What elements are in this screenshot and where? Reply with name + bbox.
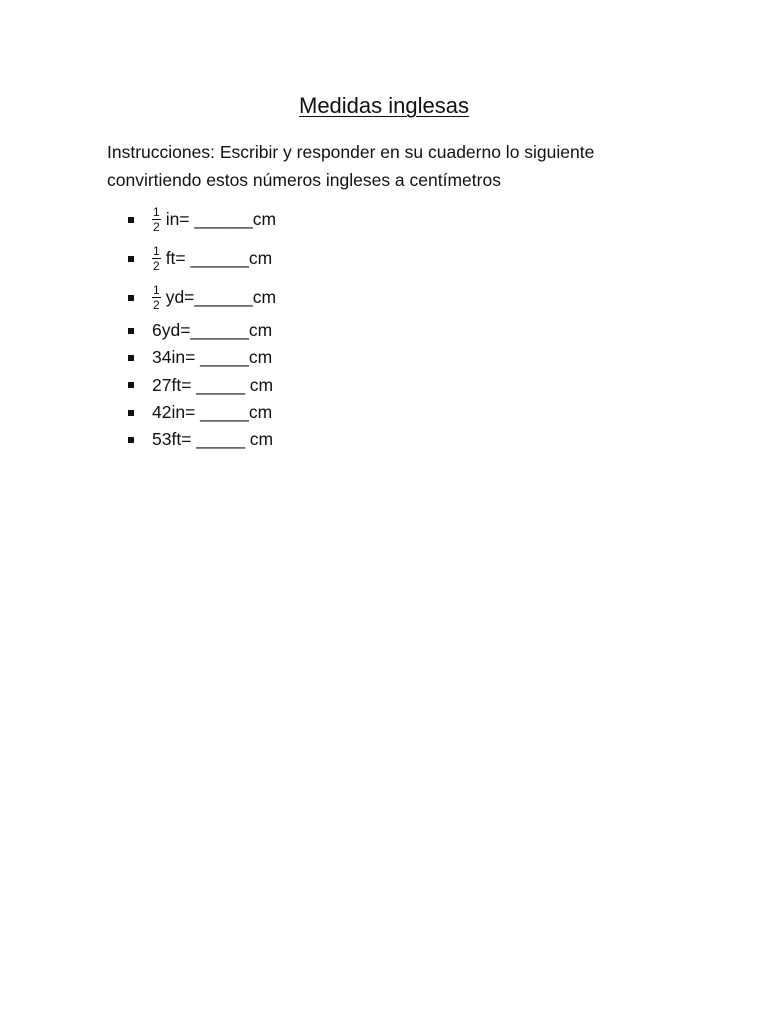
list-item-text: 6yd=______cm [152, 320, 273, 341]
fraction-one-half [152, 245, 161, 272]
list-item-text: in= ______cm [165, 209, 277, 229]
square-bullet-icon [128, 382, 134, 388]
instructions-paragraph [107, 138, 667, 194]
fraction-one-half [152, 284, 161, 311]
fraction-denominator: 2 [153, 298, 160, 312]
list-item-text: ft= ______cm [165, 248, 273, 268]
fraction-numerator: 1 [153, 205, 160, 219]
list-item-34in [128, 344, 276, 371]
fraction-one-half [152, 206, 161, 233]
list-item-half-inch [128, 200, 276, 239]
instructions-line-1: Instrucciones: Escribir y responder en su cuaderno lo siguiente [107, 142, 595, 162]
fraction-denominator: 2 [153, 220, 160, 234]
list-item-53ft [128, 426, 276, 453]
page-title: Medidas inglesas [299, 93, 469, 118]
square-bullet-icon [128, 355, 134, 361]
square-bullet-icon [128, 295, 134, 301]
list-item-text: 34in= _____cm [152, 347, 273, 368]
list-item-42in [128, 399, 276, 426]
square-bullet-icon [128, 410, 134, 416]
list-item-text: yd=______cm [165, 287, 277, 307]
square-bullet-icon [128, 437, 134, 443]
list-item-half-foot [128, 239, 276, 278]
square-bullet-icon [128, 256, 134, 262]
square-bullet-icon [128, 328, 134, 334]
fraction-numerator: 1 [153, 244, 160, 258]
exercise-list [128, 200, 276, 453]
list-item-text: 42in= _____cm [152, 402, 273, 423]
list-item-half-yard [128, 278, 276, 317]
instructions-line-2: convirtiendo estos números ingleses a centímetros [107, 170, 501, 190]
fraction-denominator: 2 [153, 259, 160, 273]
square-bullet-icon [128, 217, 134, 223]
list-item-27ft [128, 372, 276, 399]
list-item-6yd [128, 317, 276, 344]
fraction-numerator: 1 [153, 283, 160, 297]
list-item-text: 53ft= _____ cm [152, 429, 274, 450]
list-item-text: 27ft= _____ cm [152, 374, 274, 395]
